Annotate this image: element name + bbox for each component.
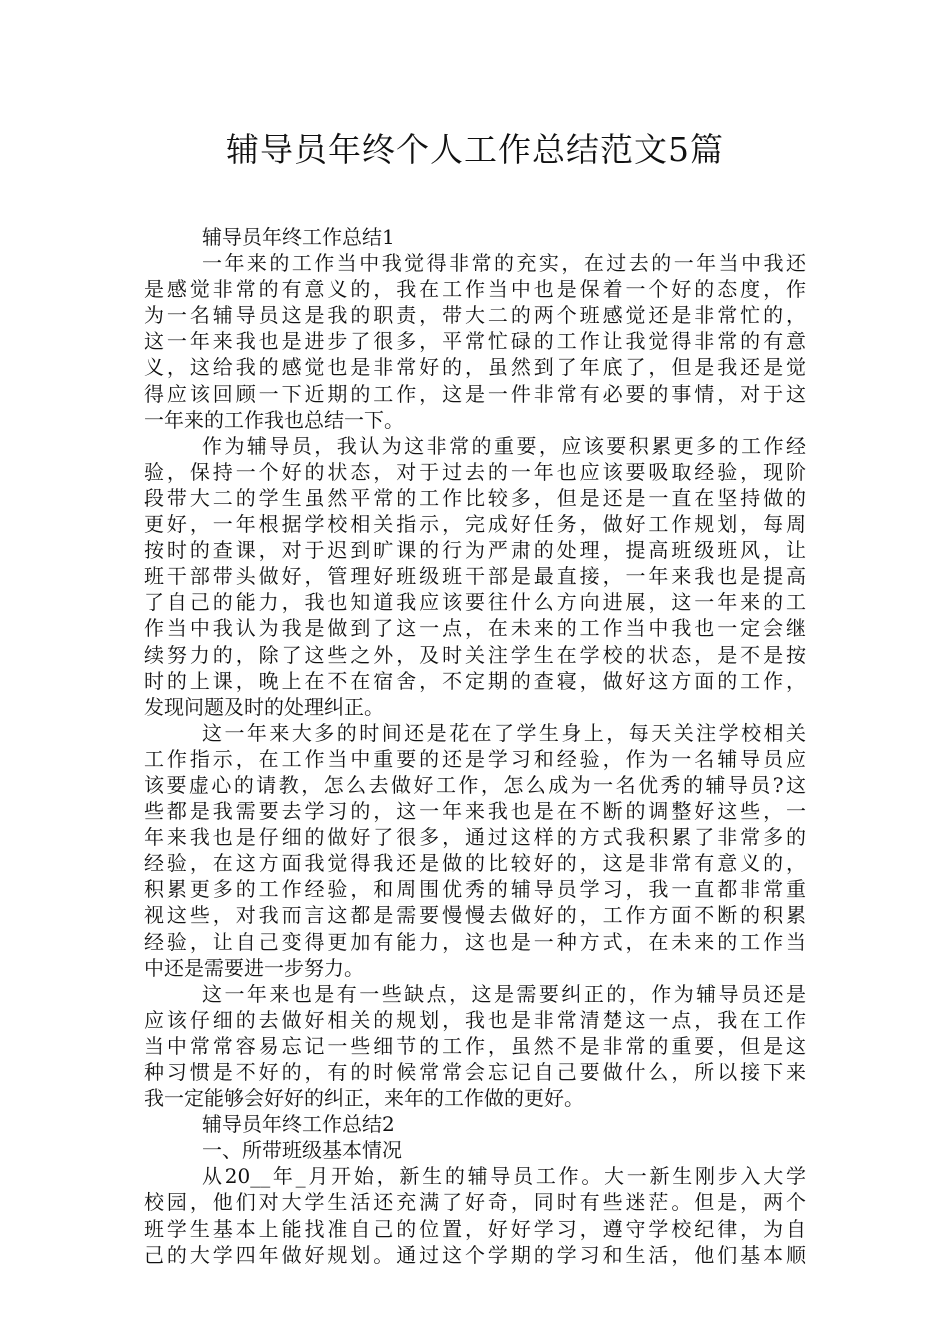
text-line: 发现问题及时的处理纠正。 [144,694,384,719]
text-line: 更好，一年根据学校相关指示，完成好任务，做好工作规划，每周 [144,512,806,537]
text-line: 我一定能够会好好的纠正，来年的工作做的更好。 [144,1086,584,1111]
text-line: 经验，让自己变得更加有能力，这也是一种方式，在未来的工作当 [144,929,806,954]
text-line: 视这些，对我而言这都是需要慢慢去做好的，工作方面不断的积累 [144,903,806,928]
text-line: 一年来的工作我也总结一下。 [144,407,404,432]
text-line: 是感觉非常的有意义的，我在工作当中也是保着一个好的态度，作 [144,277,806,302]
document-body [144,224,806,1268]
text-line: 为一名辅导员这是我的职责，带大二的两个班感觉还是非常忙的， [144,303,806,328]
text-line: 验，保持一个好的状态，对于过去的一年也应该要吸取经验，现阶 [144,459,806,484]
document-title: 辅导员年终个人工作总结范文5篇 [226,130,724,169]
text-line: 积累更多的工作经验，和周围优秀的辅导员学习，我一直都非常重 [144,877,806,902]
text-line: 班学生基本上能找准自己的位置，好好学习，遵守学校纪律，为自 [144,1216,806,1241]
text-line: 时的上课，晚上在不在宿舍，不定期的查寝，做好这方面的工作， [144,668,806,693]
text-line: 段带大二的学生虽然平常的工作比较多，但是还是一直在坚持做的 [144,485,806,510]
text-line: 这一年来也是有一些缺点，这是需要纠正的，作为辅导员还是 [202,981,806,1006]
text-line: 一年来的工作当中我觉得非常的充实，在过去的一年当中我还 [202,251,806,276]
text-line: 这一年来大多的时间还是花在了学生身上，每天关注学校相关 [202,720,806,745]
text-line: 班干部带头做好，管理好班级班干部是最直接，一年来我也是提高 [144,564,806,589]
text-line: 己的大学四年做好规划。通过这个学期的学习和生活，他们基本顺 [144,1242,806,1267]
text-line: 中还是需要进一步努力。 [144,955,364,980]
text-line: 该要虚心的请教，怎么去做好工作，怎么成为一名优秀的辅导员?这 [144,772,806,797]
text-line: 了自己的能力，我也知道我应该要往什么方向进展，这一年来的工 [144,590,806,615]
text-line: 按时的查课，对于迟到旷课的行为严肃的处理，提高班级班风，让 [144,538,806,563]
text-line: 校园，他们对大学生活还充满了好奇，同时有些迷茫。但是，两个 [144,1190,806,1215]
text-line: 工作指示，在工作当中重要的还是学习和经验，作为一名辅导员应 [144,746,806,771]
text-line: 义，这给我的感觉也是非常好的，虽然到了年底了，但是我还是觉 [144,355,806,380]
text-line: 得应该回顾一下近期的工作，这是一件非常有必要的事情，对于这 [144,381,806,406]
text-line: 种习惯是不好的，有的时候常常会忘记自己要做什么，所以接下来 [144,1060,806,1084]
text-line: 作当中我认为我是做到了这一点，在未来的工作当中我也一定会继 [144,616,806,641]
text-line: 辅导员年终工作总结2 [202,1112,395,1137]
text-line: 些都是我需要去学习的，这一年来我也是在不断的调整好这些，一 [144,799,806,824]
text-line: 当中常常容易忘记一些细节的工作，虽然不是非常的重要，但是这 [144,1033,806,1058]
text-line: 经验，在这方面我觉得我还是做的比较好的，这是非常有意义的， [144,851,806,876]
text-line: 续努力的，除了这些之外，及时关注学生在学校的状态，是不是按 [144,642,806,667]
text-line: 作为辅导员，我认为这非常的重要，应该要积累更多的工作经 [202,433,806,458]
text-line: 应该仔细的去做好相关的规划，我也是非常清楚这一点，我在工作 [144,1007,806,1032]
text-line: 年来我也是仔细的做好了很多，通过这样的方式我积累了非常多的 [144,825,806,850]
text-line: 这一年来我也是进步了很多，平常忙碌的工作让我觉得非常的有意 [144,329,806,354]
text-line: 辅导员年终工作总结1 [202,225,395,249]
text-line: 从20__年_月开始，新生的辅导员工作。大一新生刚步入大学 [202,1164,806,1189]
text-line: 一、所带班级基本情况 [202,1138,402,1163]
